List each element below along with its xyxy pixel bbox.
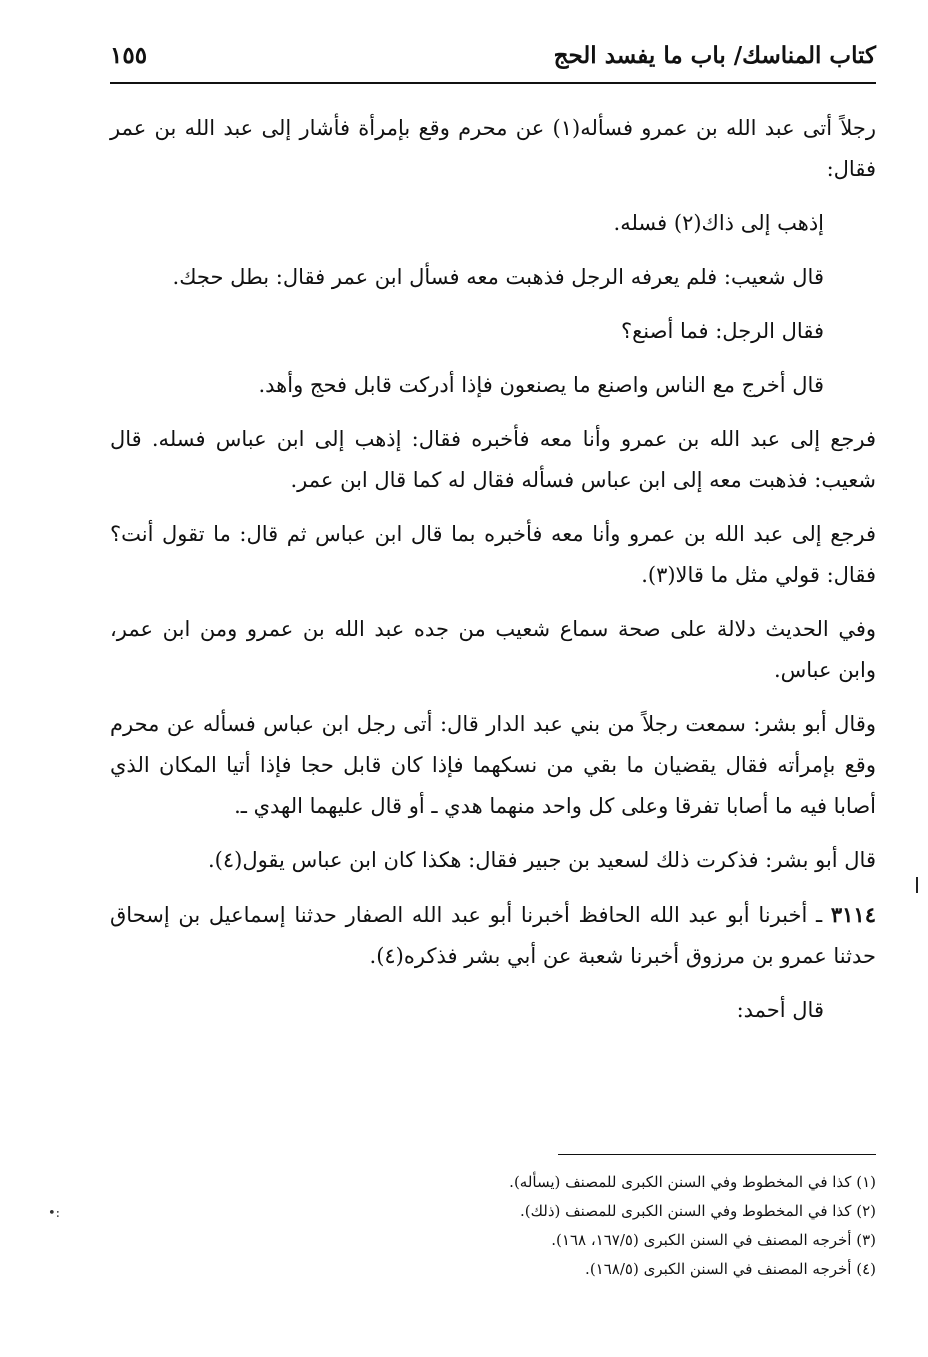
- footnote-4: (٤) أخرجه المصنف في السنن الكبرى (١٦٨/٥).: [585, 1260, 876, 1278]
- footnotes: [110, 1168, 876, 1284]
- footnote-1: (١) كذا في المخطوط وفي السنن الكبرى للمصنف (يسأله).: [509, 1173, 876, 1191]
- footnote-2: (٢) كذا في المخطوط وفي السنن الكبرى للمصنف (ذلك).: [520, 1202, 876, 1220]
- closing-line: قال أحمد:: [736, 998, 824, 1022]
- page-number: ١٥٥: [110, 42, 148, 69]
- paragraph-9: وقال أبو بشر: سمعت رجلاً من بني عبد الدار قال: أتى رجل ابن عباس فسأله عن محرم وقع بإمرأته فقال يقضيان ما بقي من نسكهما فإذا كان قابل حجا فإذا أتيا المكان الذي أصابا فيه ما أصابا تفرقا وعلى كل واحد منهما هدي ـ أو قال عليهما الهدي ـ.: [110, 712, 876, 818]
- hadith-paragraph: [110, 894, 876, 977]
- paragraph-7: فرجع إلى عبد الله بن عمرو وأنا معه فأخبره بما قال ابن عباس ثم قال: ما تقول أنت؟ فقال: قولي مثل ما قالا(٣).: [110, 522, 876, 587]
- paragraph-6: فرجع إلى عبد الله بن عمرو وأنا معه فأخبره فقال: إذهب إلى ابن عباس فسله. قال شعيب: فذهبت معه إلى ابن عباس فسأله فقال له كما قال ابن عمر.: [110, 427, 876, 492]
- footnote-divider: [558, 1154, 876, 1155]
- margin-line-mark: [916, 877, 918, 893]
- paragraph-8: وفي الحديث دلالة على صحة سماع شعيب من جده عبد الله بن عمرو ومن ابن عمر، وابن عباس.: [110, 617, 876, 682]
- running-title: كتاب المناسك/ باب ما يفسد الحج: [553, 42, 876, 69]
- paragraph-10: قال أبو بشر: فذكرت ذلك لسعيد بن جبير فقال: هكذا كان ابن عباس يقول(٤).: [207, 848, 876, 872]
- paragraph-4: فقال الرجل: فما أصنع؟: [620, 319, 824, 343]
- hadith-number: ٣١١٤: [830, 902, 876, 927]
- hadith-text: ـ أخبرنا أبو عبد الله الحافظ أخبرنا أبو عبد الله الصفار حدثنا إسماعيل بن إسحاق حدثنا عمرو بن مرزوق أخبرنا شعبة عن أبي بشر فذكره(٤).: [110, 903, 876, 968]
- paragraph-1: رجلاً أتى عبد الله بن عمرو فسأله(١) عن محرم وقع بإمرأة فأشار إلى عبد الله بن عمر فقال:: [110, 116, 876, 181]
- paragraph-3: قال شعيب: فلم يعرفه الرجل فذهبت معه فسأل ابن عمر فقال: بطل حجك.: [172, 265, 824, 289]
- footnote-3: (٣) أخرجه المصنف في السنن الكبرى (١٦٧/٥، ١٦٨).: [551, 1231, 876, 1249]
- margin-dots: •:: [48, 1206, 61, 1221]
- paragraph-2: إذهب إلى ذاك(٢) فسله.: [613, 211, 824, 235]
- page-header: [110, 38, 876, 84]
- main-text: [110, 108, 876, 1044]
- paragraph-5: قال أخرج مع الناس واصنع ما يصنعون فإذا أدركت قابل فحج وأهد.: [258, 373, 824, 397]
